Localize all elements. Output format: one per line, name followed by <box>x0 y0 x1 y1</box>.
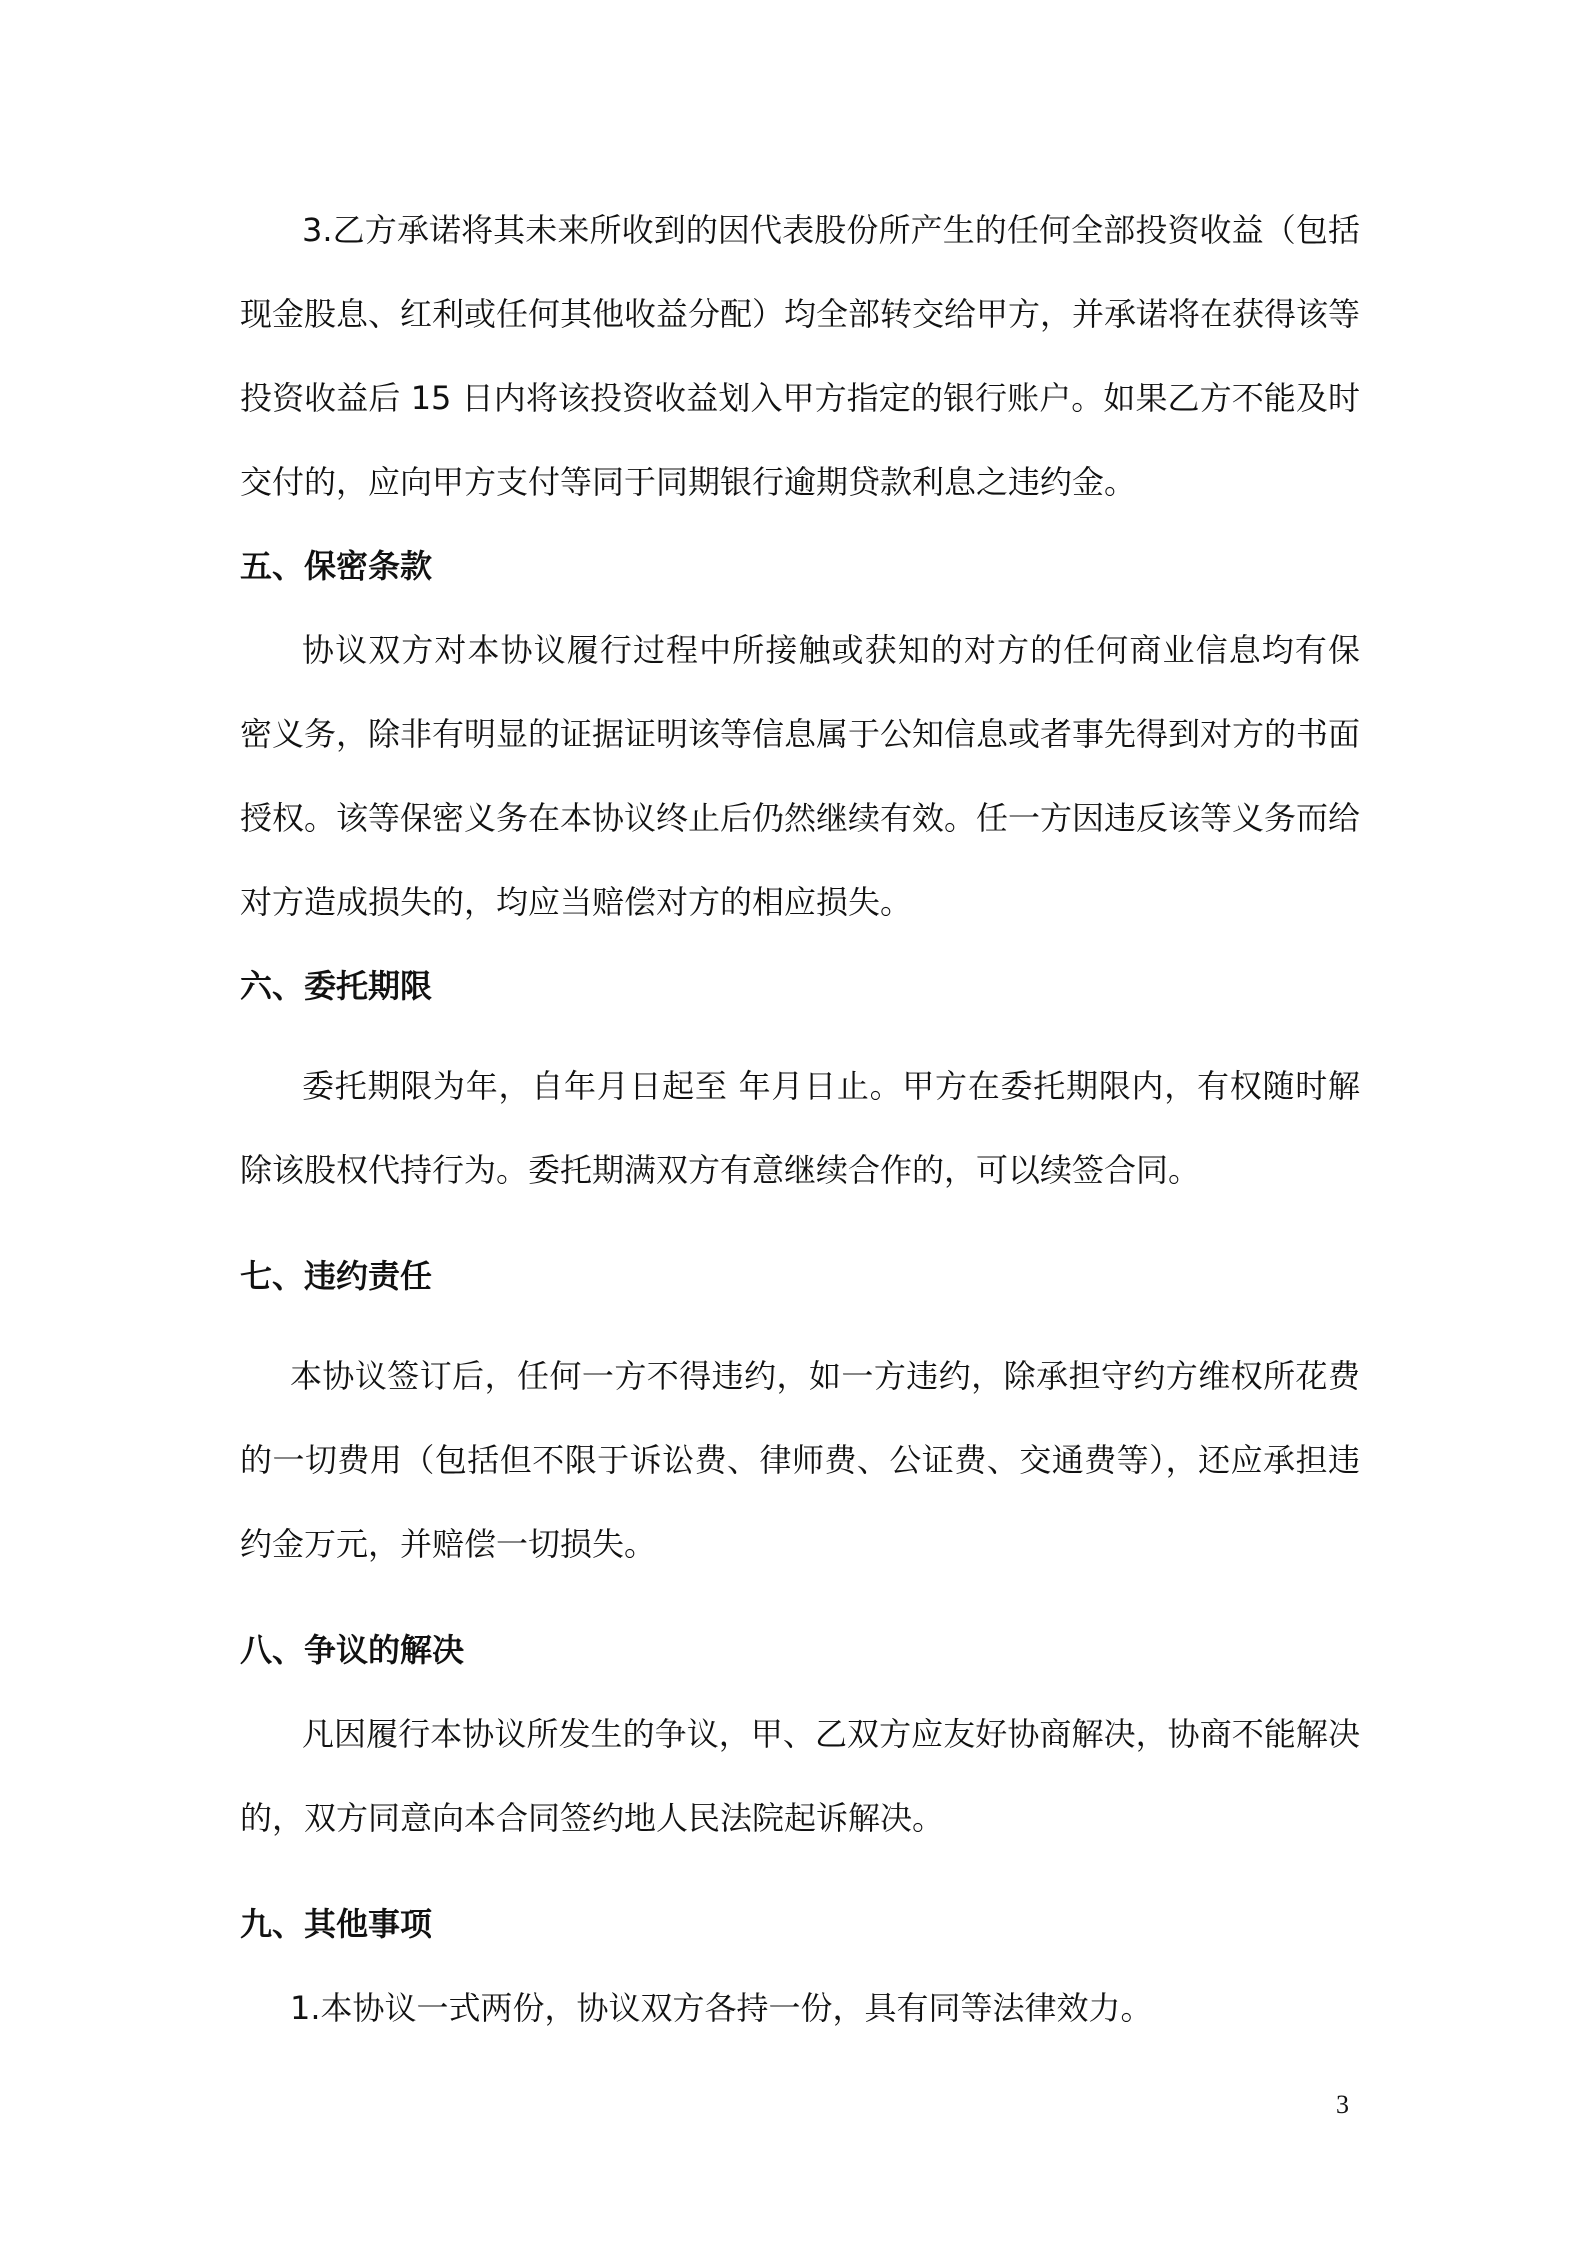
paragraph-line: 交付的，应向甲方支付等同于同期银行逾期贷款利息之违约金。 <box>240 463 1137 501</box>
paragraph-line: 对方造成损失的，均应当赔偿对方的相应损失。 <box>240 883 913 921</box>
paragraph-line: 凡因履行本协议所发生的争议，甲、乙双方应友好协商解决，协商不能解决 <box>302 1715 1360 1753</box>
section-heading-dispute: 八、争议的解决 <box>240 1631 465 1669</box>
paragraph-line: 协议双方对本协议履行过程中所接触或获知的对方的任何商业信息均有保 <box>302 631 1360 669</box>
section-heading-confidentiality: 五、保密条款 <box>240 547 433 585</box>
paragraph-line: 除该股权代持行为。委托期满双方有意继续合作的，可以续签合同。 <box>240 1151 1201 1189</box>
paragraph-line: 委托期限为年，自年月日起至 年月日止。甲方在委托期限内，有权随时解 <box>302 1067 1360 1105</box>
paragraph-line: 密义务，除非有明显的证据证明该等信息属于公知信息或者事先得到对方的书面 <box>240 715 1361 753</box>
section-heading-misc: 九、其他事项 <box>240 1905 433 1943</box>
paragraph-line: 3.乙方承诺将其未来所收到的因代表股份所产生的任何全部投资收益（包括 <box>302 211 1360 249</box>
section-heading-liability: 七、违约责任 <box>240 1257 433 1295</box>
paragraph-line: 投资收益后 15 日内将该投资收益划入甲方指定的银行账户。如果乙方不能及时 <box>240 379 1360 417</box>
paragraph-line: 本协议签订后，任何一方不得违约，如一方违约，除承担守约方维权所花费 <box>290 1357 1360 1395</box>
page-number: 3 <box>1336 2090 1349 2119</box>
paragraph-line: 现金股息、红利或任何其他收益分配）均全部转交给甲方，并承诺将在获得该等 <box>240 295 1361 333</box>
paragraph-line: 约金万元，并赔偿一切损失。 <box>240 1525 657 1563</box>
paragraph-line: 授权。该等保密义务在本协议终止后仍然继续有效。任一方因违反该等义务而给 <box>240 799 1361 837</box>
paragraph-line: 的一切费用（包括但不限于诉讼费、律师费、公证费、交通费等），还应承担违 <box>240 1441 1360 1479</box>
paragraph-line: 1.本协议一式两份，协议双方各持一份，具有同等法律效力。 <box>290 1989 1153 2027</box>
section-heading-term: 六、委托期限 <box>240 967 433 1005</box>
paragraph-line: 的，双方同意向本合同签约地人民法院起诉解决。 <box>240 1799 945 1837</box>
